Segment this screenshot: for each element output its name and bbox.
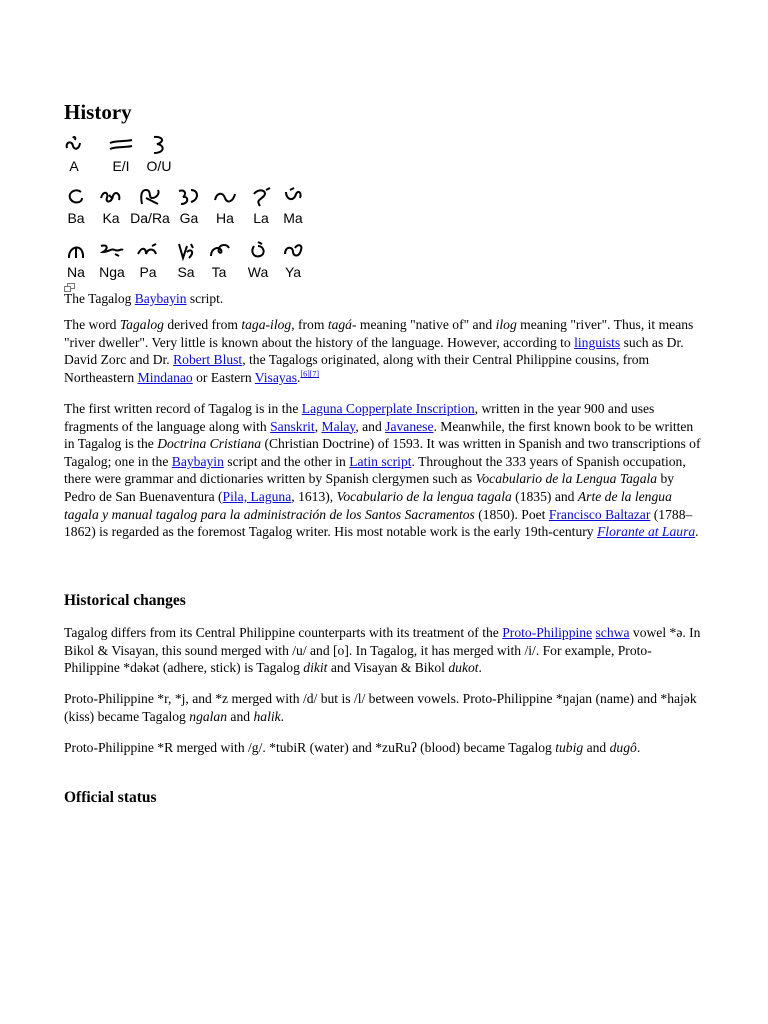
baybayin-glyph-icon — [238, 240, 278, 264]
link-pila-laguna[interactable]: Pila, Laguna — [222, 488, 292, 504]
paragraph-written-record: The first written record of Tagalog is in the Laguna Copperplate Inscription, written in the year 900 and uses fragments of the language along with Sanskrit, Malay, and Javanese. Meanwhile, the first known book to be written in Tagalog is the Doctrina Cristiana (Christian Doctrine) of 1593. It was written in Spanish and two transcriptions of Tagalog; one in the Baybayin script and the other in Latin script. Throughout the 333 years of Spanish occupation, there were grammar and dictionaries written by Spanish clergymen such as Vocabulario de la Lengua Tagala by Pedro de San Buenaventura (Pila, Laguna, 1613), Vocabulario de la lengua tagala (1835) and Arte de la lengua tagala y manual tagalog para la administración de los Santos Sacramentos (1850). Poet Francisco Baltazar (1788–1862) is regarded as the foremost Tagalog writer. His most notable work is the early 19th-century Florante at Laura. — [64, 401, 701, 540]
baybayin-cell: Ha — [206, 186, 244, 226]
paragraph-schwa: Tagalog differs from its Central Philippine counterparts with its treatment of the Proto-Philippine schwa vowel *ə. In Bikol & Visayan, this sound merged with /u/ and [o]. In Tagalog, it has merged with /i/. For example, Proto-Philippine *dəkət (adhere, stick) is Tagalog dikit and Visayan & Bikol dukot. — [64, 625, 701, 676]
baybayin-glyph-icon — [64, 186, 88, 210]
baybayin-cell: Ya — [278, 240, 308, 280]
enlarge-image-icon[interactable] — [64, 279, 75, 288]
baybayin-glyph-icon — [92, 240, 132, 264]
baybayin-cell: E/I — [104, 134, 138, 174]
link-robert-blust[interactable]: Robert Blust — [173, 352, 243, 368]
link-malay[interactable]: Malay — [321, 418, 356, 434]
baybayin-glyph-icon — [64, 134, 84, 158]
baybayin-glyph-icon — [132, 240, 164, 264]
paragraph-r-merger: Proto-Philippine *R merged with /g/. *tubiR (water) and *zuRuʔ (blood) became Tagalog tubig and dugô. — [64, 740, 641, 755]
link-latin-script[interactable]: Latin script — [349, 453, 412, 469]
paragraph-consonants: Proto-Philippine *r, *j, and *z merged with /d/ but is /l/ between vowels. Proto-Philippine *ŋajan (name) and *hajək (kiss) became Tagalog ngalan and halik. — [64, 691, 697, 724]
baybayin-glyph-icon — [64, 240, 88, 264]
heading-official-status: Official status — [64, 789, 157, 806]
baybayin-cell: Na — [64, 240, 88, 280]
baybayin-glyph-icon — [144, 134, 174, 158]
baybayin-cell: Wa — [238, 240, 278, 280]
link-javanese[interactable]: Javanese — [385, 418, 434, 434]
baybayin-glyph-icon — [278, 186, 308, 210]
baybayin-cell: Sa — [168, 240, 204, 280]
baybayin-glyph-icon — [94, 186, 128, 210]
section-title-history: History — [64, 100, 132, 124]
link-schwa[interactable]: schwa — [595, 625, 630, 640]
baybayin-glyph-icon — [168, 240, 204, 264]
baybayin-cell: O/U — [144, 134, 174, 174]
baybayin-glyph-icon — [172, 186, 206, 210]
link-florante-at-laura[interactable]: Florante at Laura — [596, 524, 696, 540]
link-baybayin[interactable]: Baybayin — [134, 291, 187, 306]
link-laguna-copperplate[interactable]: Laguna Copperplate Inscription — [301, 401, 475, 416]
link-visayas[interactable]: Visayas — [254, 369, 298, 385]
baybayin-glyph-icon — [204, 240, 234, 264]
baybayin-glyph-icon — [278, 240, 308, 264]
baybayin-script-image — [64, 134, 364, 296]
baybayin-glyph-icon — [244, 186, 278, 210]
link-mindanao[interactable]: Mindanao — [137, 369, 193, 385]
link-linguists[interactable]: linguists — [574, 334, 621, 350]
baybayin-cell: Ka — [94, 186, 128, 226]
link-baybayin-2[interactable]: Baybayin — [171, 453, 224, 469]
baybayin-cell: Ta — [204, 240, 234, 280]
baybayin-glyph-icon — [206, 186, 244, 210]
baybayin-cell: Ma — [278, 186, 308, 226]
reference-link[interactable]: [6][7] — [300, 369, 320, 379]
baybayin-cell: La — [244, 186, 278, 226]
baybayin-cell: Pa — [132, 240, 164, 280]
link-sanskrit[interactable]: Sanskrit — [270, 418, 315, 434]
paragraph-origin: The word Tagalog derived from taga-ilog, from tagá- meaning "native of" and ilog meaning "river". Thus, it means "river dweller". Very little is known about the history of the language. However, according to linguists such as Dr. David Zorc and Dr. Robert Blust, the Tagalogs originated, along with their Central Philippine cousins, from Northeastern Mindanao or Eastern Visayas.[6][7] — [64, 317, 694, 385]
baybayin-cell: Ga — [172, 186, 206, 226]
baybayin-glyph-icon — [128, 186, 172, 210]
baybayin-cell: A — [64, 134, 84, 174]
baybayin-cell: Ba — [64, 186, 88, 226]
link-proto-philippine[interactable]: Proto-Philippine — [502, 625, 593, 640]
baybayin-glyph-icon — [104, 134, 138, 158]
image-caption: The Tagalog Baybayin script. — [64, 291, 224, 306]
heading-historical-changes: Historical changes — [64, 592, 186, 609]
baybayin-cell: Da/Ra — [128, 186, 172, 226]
link-francisco-baltazar[interactable]: Francisco Baltazar — [548, 506, 651, 522]
baybayin-cell: Nga — [92, 240, 132, 280]
